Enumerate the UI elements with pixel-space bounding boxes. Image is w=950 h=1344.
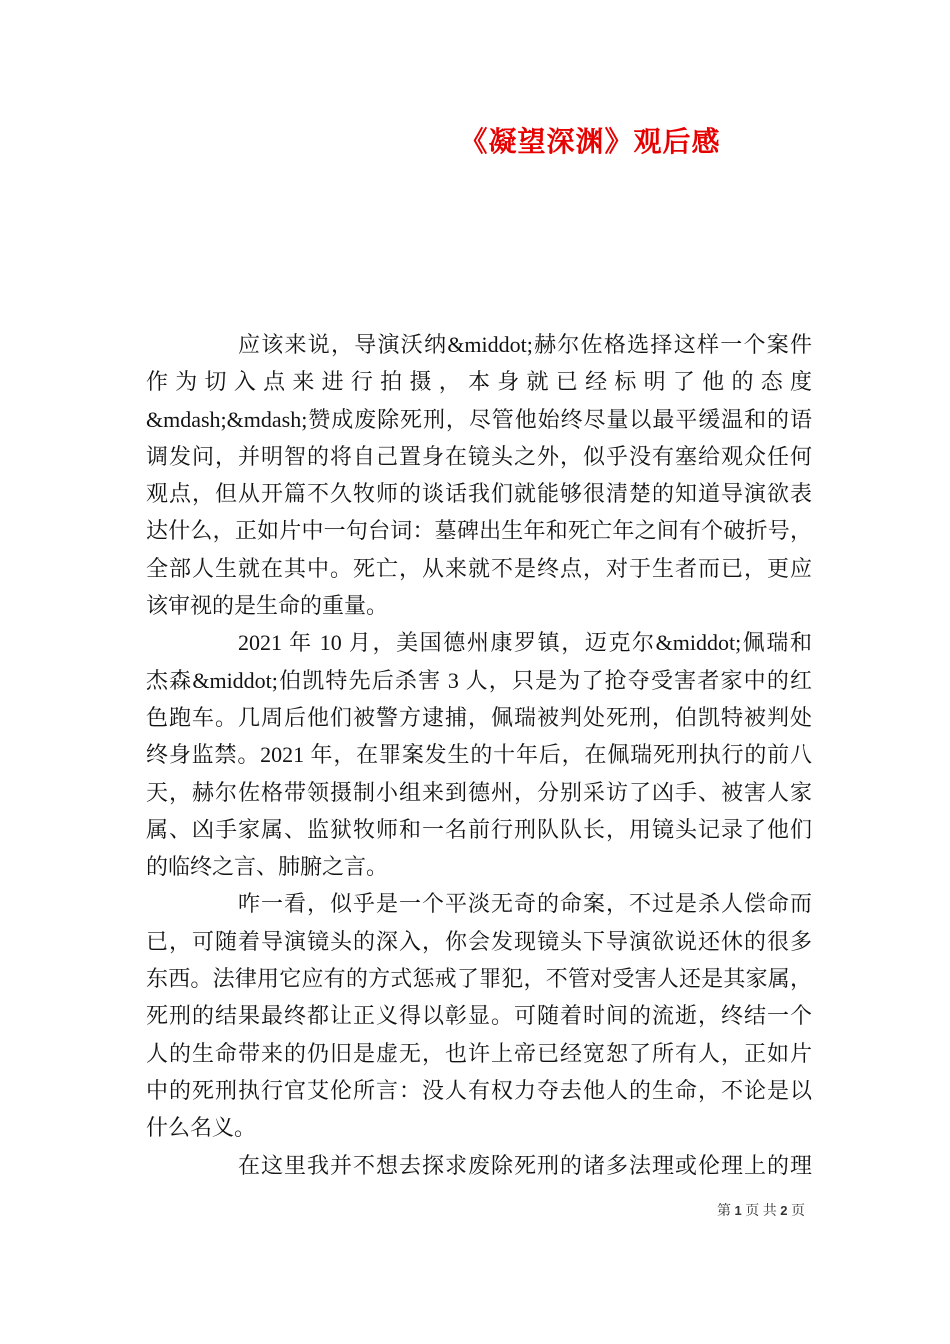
text-line: 达什么，正如片中一句台词：墓碑出生年和死亡年之间有个破折号， — [146, 518, 812, 544]
footer-label-before: 第 — [717, 1204, 735, 1219]
footer-current-page: 1 — [734, 1203, 742, 1218]
text-line: 属、凶手家属、监狱牧师和一名前行刑队队长，用镜头记录了他们 — [146, 816, 812, 842]
text-line: 的临终之言、肺腑之言。 — [146, 854, 389, 880]
text-line: 已，可随着导演镜头的深入，你会发现镜头下导演欲说还休的很多 — [146, 928, 812, 954]
text-line: 调发问，并明智的将自己置身在镜头之外，似乎没有塞给观众任何 — [146, 443, 812, 469]
text-line: 该审视的是生命的重量。 — [146, 593, 389, 619]
text-line: 天，赫尔佐格带领摄制小组来到德州，分别采访了凶手、被害人家 — [146, 779, 812, 805]
text-line: 作为切入点来进行拍摄，本身就已经标明了他的态度 — [146, 369, 812, 395]
text-line: 东西。法律用它应有的方式惩戒了罪犯，不管对受害人还是其家属， — [146, 966, 812, 992]
text-line: 什么名义。 — [146, 1115, 257, 1141]
footer-label-between: 页 共 — [741, 1204, 781, 1219]
document-title: 《凝望深渊》观后感 — [459, 127, 721, 158]
text-line: 终身监禁。2021 年，在罪案发生的十年后，在佩瑞死刑执行的前八 — [146, 742, 812, 768]
text-line: 全部人生就在其中。死亡，从来就不是终点，对于生者而已，更应 — [146, 555, 812, 581]
paragraph — [146, 326, 812, 624]
text-line: 色跑车。几周后他们被警方逮捕，佩瑞被判处死刑，伯凯特被判处 — [146, 704, 812, 730]
text-line: 人的生命带来的仍旧是虚无，也许上帝已经宽恕了所有人，正如片 — [146, 1040, 812, 1066]
text-line: 杰森&middot;伯凯特先后杀害 3 人，只是为了抢夺受害者家中的红 — [146, 667, 812, 693]
page-number-footer — [717, 1202, 805, 1221]
document-body — [146, 326, 812, 1184]
text-line: 咋一看，似乎是一个平淡无奇的命案，不过是杀人偿命而 — [238, 891, 812, 917]
footer-total-pages: 2 — [780, 1203, 788, 1218]
text-line: 死刑的结果最终都让正义得以彰显。可随着时间的流逝，终结一个 — [146, 1003, 812, 1029]
paragraph — [146, 1147, 812, 1184]
text-line: 2021 年 10 月，美国德州康罗镇，迈克尔&middot;佩瑞和 — [238, 630, 812, 656]
text-line: 中的死刑执行官艾伦所言：没人有权力夺去他人的生命，不论是以 — [146, 1077, 812, 1103]
footer-label-after: 页 — [787, 1204, 805, 1219]
text-line: 应该来说，导演沃纳&middot;赫尔佐格选择这样一个案件 — [238, 332, 812, 357]
text-line: 在这里我并不想去探求废除死刑的诸多法理或伦理上的理 — [238, 1152, 812, 1178]
text-line: 观点，但从开篇不久牧师的谈话我们就能够很清楚的知道导演欲表 — [146, 481, 812, 507]
paragraph — [146, 885, 812, 1146]
text-line: &mdash;&mdash;赞成废除死刑，尽管他始终尽量以最平缓温和的语 — [146, 406, 812, 432]
paragraph — [146, 624, 812, 885]
